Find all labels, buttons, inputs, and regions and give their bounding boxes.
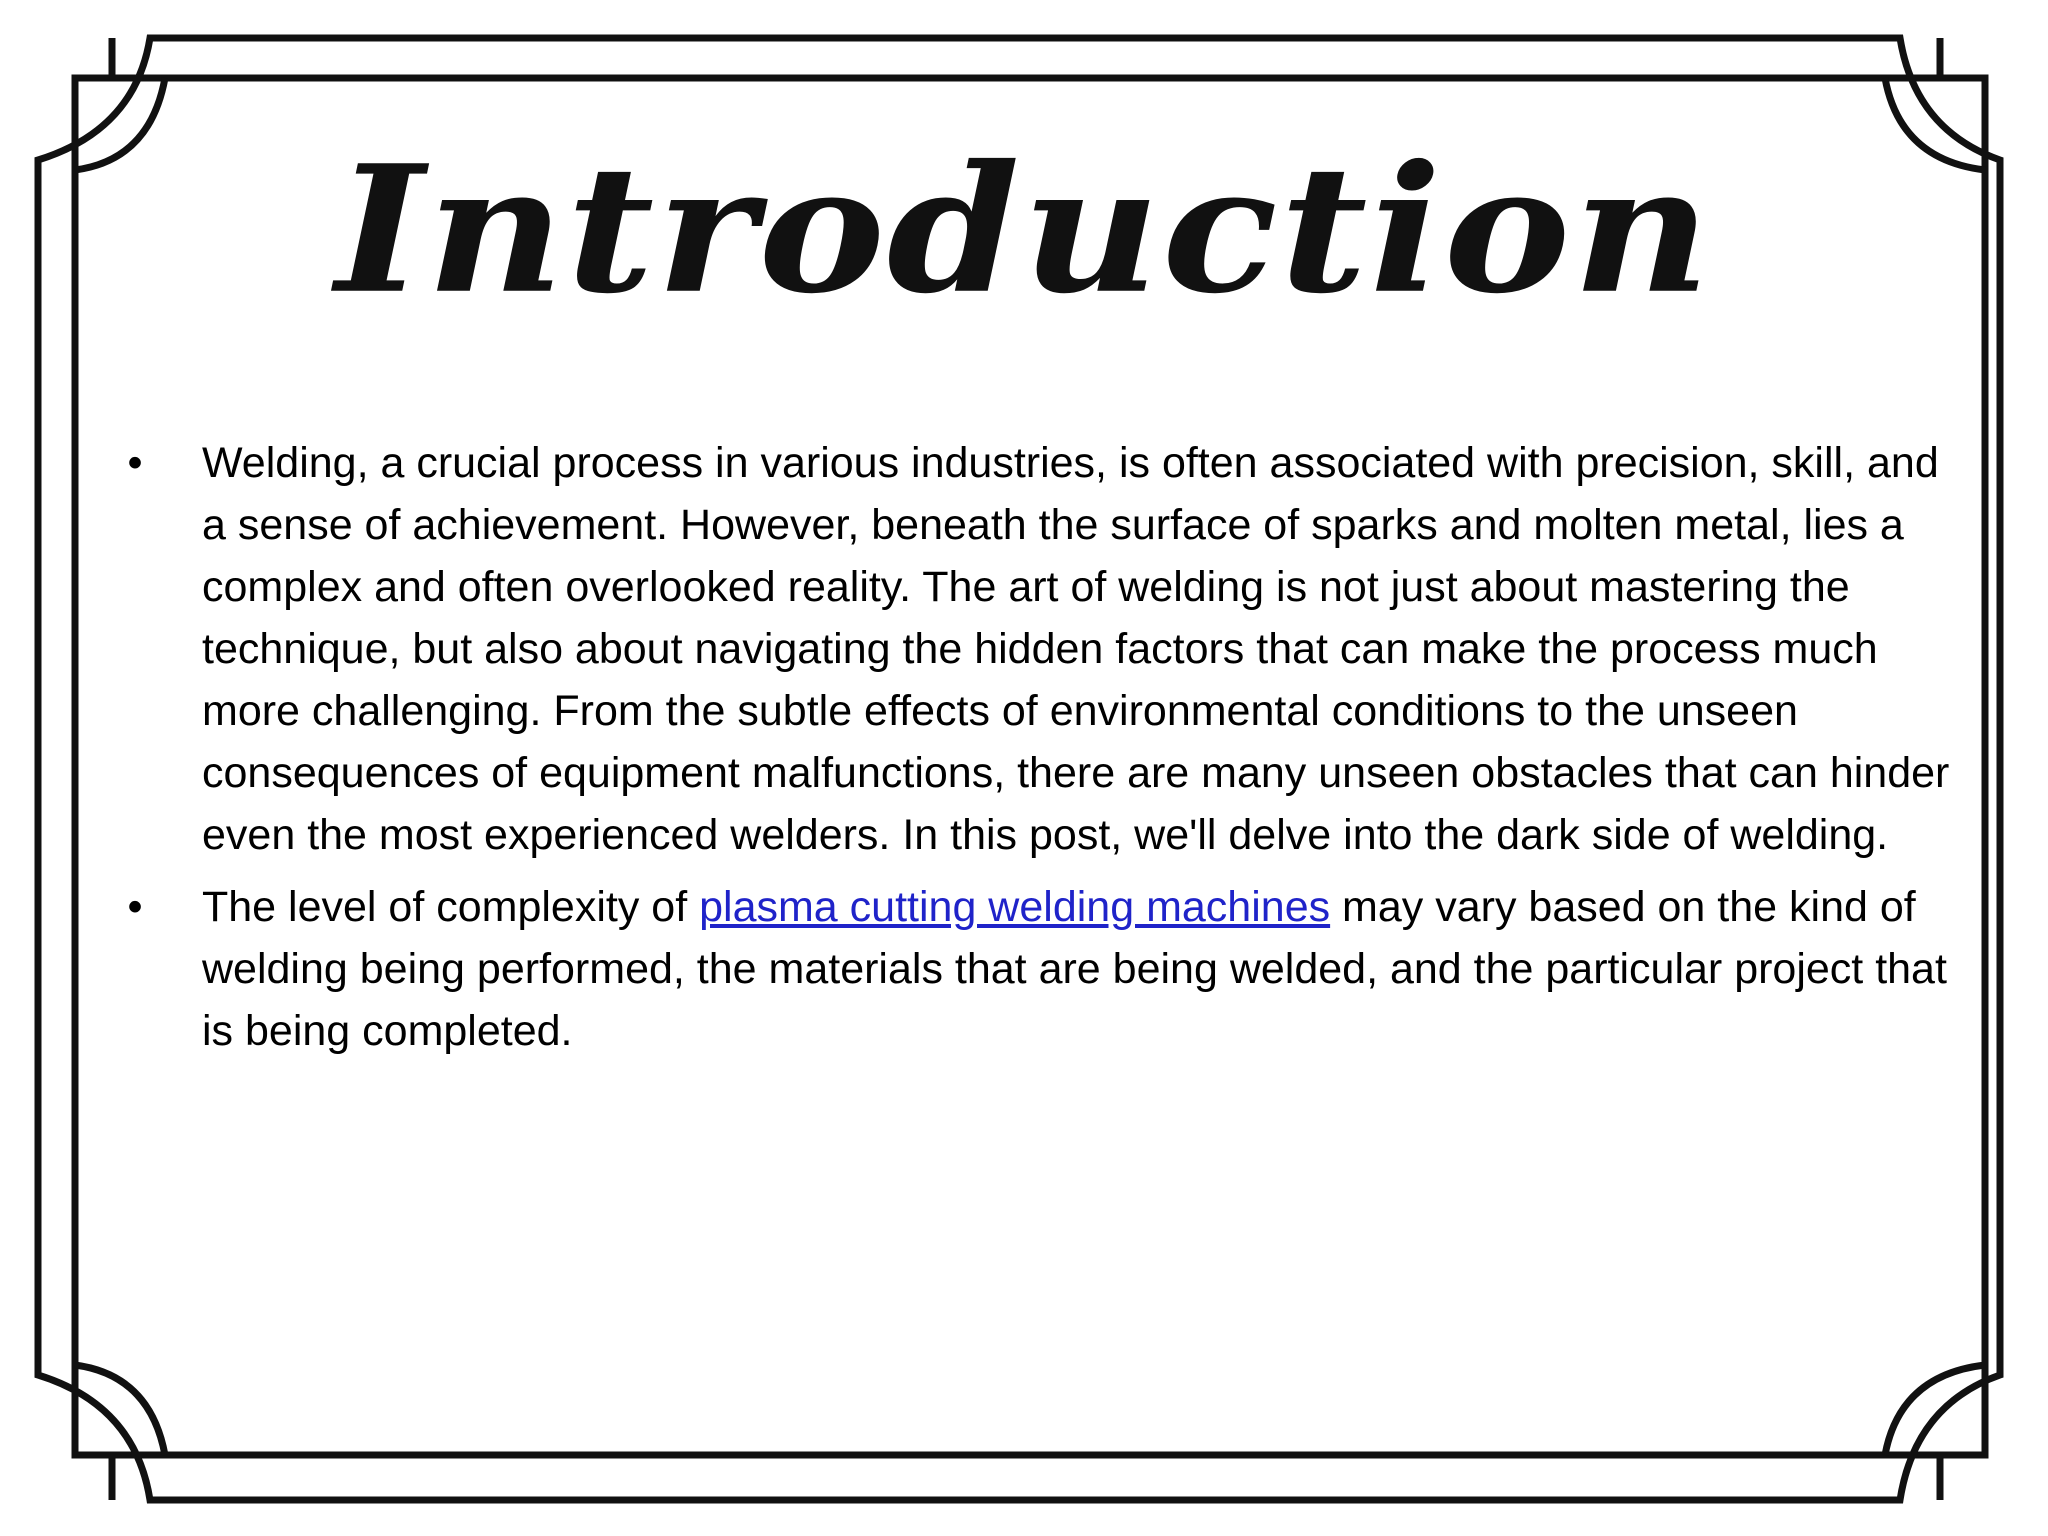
bullet-list [120,432,1960,1072]
bullet-item [120,432,1960,866]
bullet-text: Welding, a crucial process in various industries, is often associated with precision, skill, and a sense of achievement. However, beneath the surface of sparks and molten metal, lies a complex and often overlooked reality. The art of welding is not just about mastering the technique, but also about navigating the hidden factors that can make the process much more challenging. From the subtle effects of environmental conditions to the unseen consequences of equipment malfunctions, there are many unseen obstacles that can hinder even the most experienced welders. In this post, we'll delve into the dark side of welding. [202,439,1950,859]
bullet-text: may vary based on the kind of welding being performed, the materials that are being welded, and the particular project that is being completed. [202,883,1947,1055]
bullet-marker: • [127,883,143,931]
bullet-marker: • [127,439,143,487]
bullet-item [120,876,1960,1062]
slide-title: Introduction [335,126,1713,333]
plasma-cutting-link[interactable]: plasma cutting welding machines [699,883,1331,931]
bullet-text: The level of complexity of [202,883,700,931]
